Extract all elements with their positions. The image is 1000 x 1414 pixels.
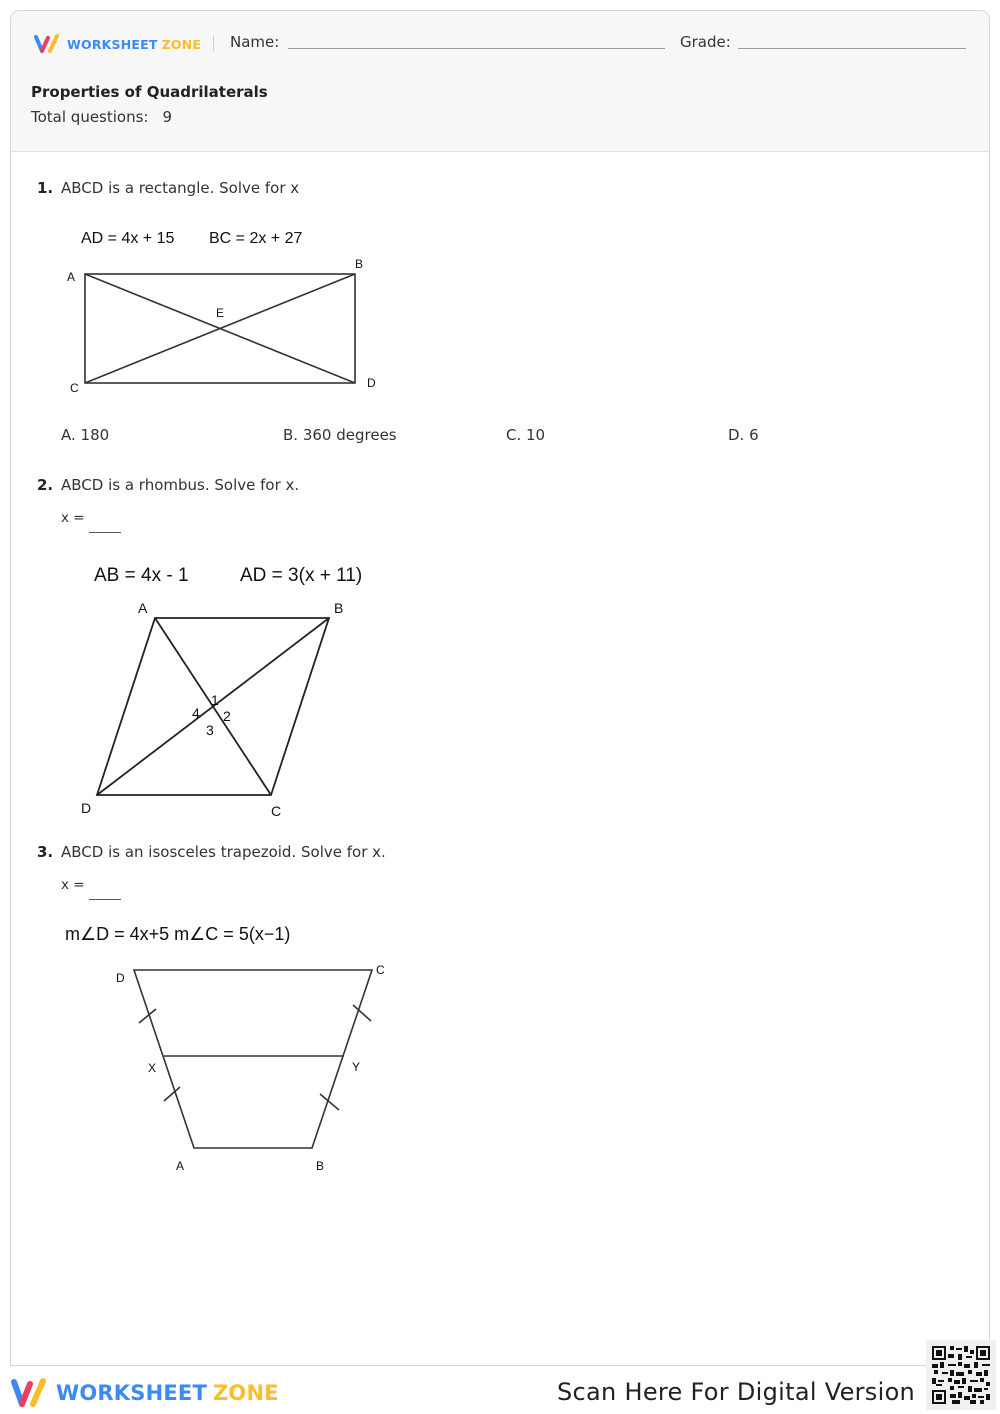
answer-blank[interactable] [89, 532, 121, 533]
answer-blank[interactable] [89, 899, 121, 900]
rhombus-figure [71, 596, 391, 819]
question-text: ABCD is an isosceles trapezoid. Solve for x. [61, 843, 386, 861]
brand-logo [33, 33, 201, 55]
vertex-label-d: D [116, 971, 125, 985]
answer-label: x = [61, 877, 85, 893]
angle-label-4: 4 [192, 705, 200, 721]
formula-ab: AB = 4x - 1 [94, 565, 189, 586]
question-number: 1. [37, 179, 54, 197]
formula-bc: BC = 2x + 27 [209, 230, 303, 247]
qr-code-icon [932, 1346, 990, 1404]
brand-word-worksheet: WORKSHEET [67, 36, 158, 52]
name-label: Name: [230, 33, 280, 51]
question-text: ABCD is a rhombus. Solve for x. [61, 476, 300, 494]
brand-word-zone: ZONE [212, 1381, 279, 1405]
footer-brand-logo [10, 1376, 279, 1410]
vertex-label-b: B [316, 1159, 325, 1173]
worksheet-title: Properties of Quadrilaterals [31, 83, 268, 101]
brand-word-worksheet: WORKSHEET [56, 1381, 207, 1405]
scan-instruction: Scan Here For Digital Version [557, 1378, 916, 1406]
question-number: 3. [37, 843, 54, 861]
grade-field[interactable] [738, 48, 966, 49]
vertex-label-c: C [70, 381, 79, 395]
name-field[interactable] [288, 48, 665, 49]
vertex-label-b: B [355, 257, 364, 271]
trapezoid-diagram [91, 951, 391, 1176]
header-divider [213, 36, 214, 51]
choice-a[interactable]: A. 180 [61, 426, 110, 444]
qr-code[interactable] [926, 1340, 996, 1410]
midpoint-label-x: X [148, 1061, 157, 1075]
vertex-label-d: D [81, 800, 92, 816]
formula-angles: m∠D = 4x+5 m∠C = 5(x−1) [65, 924, 291, 944]
total-questions-label: Total questions: [31, 108, 149, 126]
vertex-label-a: A [138, 600, 148, 616]
vertex-label-c: C [271, 803, 282, 819]
vertex-label-b: B [334, 600, 344, 616]
choice-b[interactable]: B. 360 degrees [283, 426, 397, 444]
angle-label-1: 1 [211, 692, 219, 708]
question-text: ABCD is a rectangle. Solve for x [61, 179, 300, 197]
total-questions [31, 108, 172, 126]
total-questions-count: 9 [162, 108, 173, 126]
vertex-label-d: D [367, 376, 376, 390]
angle-label-3: 3 [206, 722, 214, 738]
answer-label: x = [61, 510, 85, 526]
worksheet-header [11, 11, 989, 152]
worksheet-zone-logo-icon [10, 1376, 50, 1410]
angle-label-2: 2 [223, 708, 231, 724]
vertex-label-e: E [216, 306, 225, 320]
vertex-label-c: C [376, 963, 385, 977]
vertex-label-a: A [176, 1159, 185, 1173]
worksheet-zone-logo-icon [33, 33, 63, 55]
vertex-label-a: A [67, 270, 76, 284]
choice-c[interactable]: C. 10 [506, 426, 546, 444]
choice-d[interactable]: D. 6 [728, 426, 759, 444]
rectangle-figure [61, 251, 401, 401]
rhombus-diagram [71, 596, 391, 819]
formula-ad: AD = 3(x + 11) [240, 565, 363, 586]
formula-ad: AD = 4x + 15 [81, 230, 175, 247]
rectangle-diagram [61, 251, 401, 401]
brand-word-zone: ZONE [161, 36, 202, 52]
trapezoid-figure [91, 951, 391, 1176]
grade-label: Grade: [680, 33, 731, 51]
question-number: 2. [37, 476, 54, 494]
worksheet-page [10, 10, 990, 1366]
midpoint-label-y: Y [352, 1060, 361, 1074]
